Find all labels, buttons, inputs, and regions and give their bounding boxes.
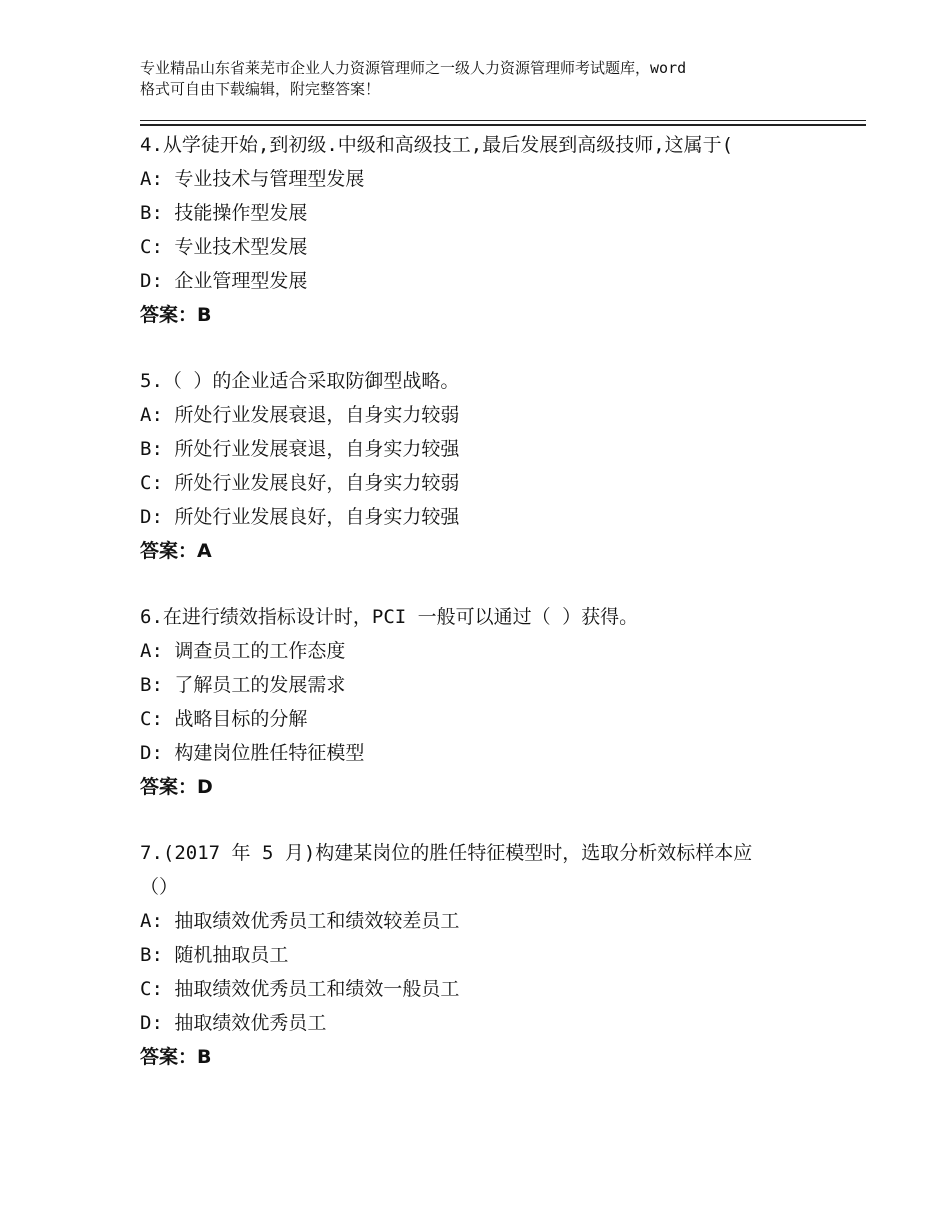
header-line-1: 专业精品山东省莱芜市企业人力资源管理师之一级人力资源管理师考试题库，word [140, 59, 687, 77]
option-c: C: 战略目标的分解 [140, 708, 308, 730]
option-b: B: 了解员工的发展需求 [140, 674, 346, 696]
document-header [140, 58, 830, 100]
answer-label: 答案：B [140, 304, 212, 326]
header-rule-thin [140, 120, 866, 121]
option-c: C: 专业技术型发展 [140, 236, 308, 258]
question-5 [140, 364, 866, 568]
option-d: D: 所处行业发展良好，自身实力较强 [140, 506, 460, 528]
option-b: B: 所处行业发展衰退，自身实力较强 [140, 438, 460, 460]
option-c: C: 抽取绩效优秀员工和绩效一般员工 [140, 978, 460, 1000]
option-a: A: 所处行业发展衰退，自身实力较弱 [140, 404, 460, 426]
question-stem: 4.从学徒开始,到初级.中级和高级技工,最后发展到高级技师,这属于( [140, 134, 734, 156]
option-a: A: 专业技术与管理型发展 [140, 168, 365, 190]
question-stem: 5.（ ）的企业适合采取防御型战略。 [140, 370, 460, 392]
header-rule-thick [140, 124, 866, 126]
question-stem: 7.(2017 年 5 月)构建某岗位的胜任特征模型时，选取分析效标样本应 [140, 842, 753, 864]
question-4 [140, 128, 866, 332]
question-6 [140, 600, 866, 804]
option-d: D: 构建岗位胜任特征模型 [140, 742, 365, 764]
answer-label: 答案：D [140, 776, 213, 798]
option-b: B: 随机抽取员工 [140, 944, 289, 966]
question-stem-continued: （） [140, 876, 179, 898]
question-7 [140, 836, 866, 1074]
option-c: C: 所处行业发展良好，自身实力较弱 [140, 472, 460, 494]
option-b: B: 技能操作型发展 [140, 202, 308, 224]
answer-label: 答案：A [140, 540, 212, 562]
option-a: A: 调查员工的工作态度 [140, 640, 346, 662]
header-line-2: 格式可自由下载编辑，附完整答案！ [140, 80, 381, 98]
question-list [140, 128, 866, 1106]
option-a: A: 抽取绩效优秀员工和绩效较差员工 [140, 910, 460, 932]
option-d: D: 抽取绩效优秀员工 [140, 1012, 327, 1034]
answer-label: 答案：B [140, 1046, 212, 1068]
option-d: D: 企业管理型发展 [140, 270, 308, 292]
question-stem: 6.在进行绩效指标设计时，PCI 一般可以通过（ ）获得。 [140, 606, 639, 628]
